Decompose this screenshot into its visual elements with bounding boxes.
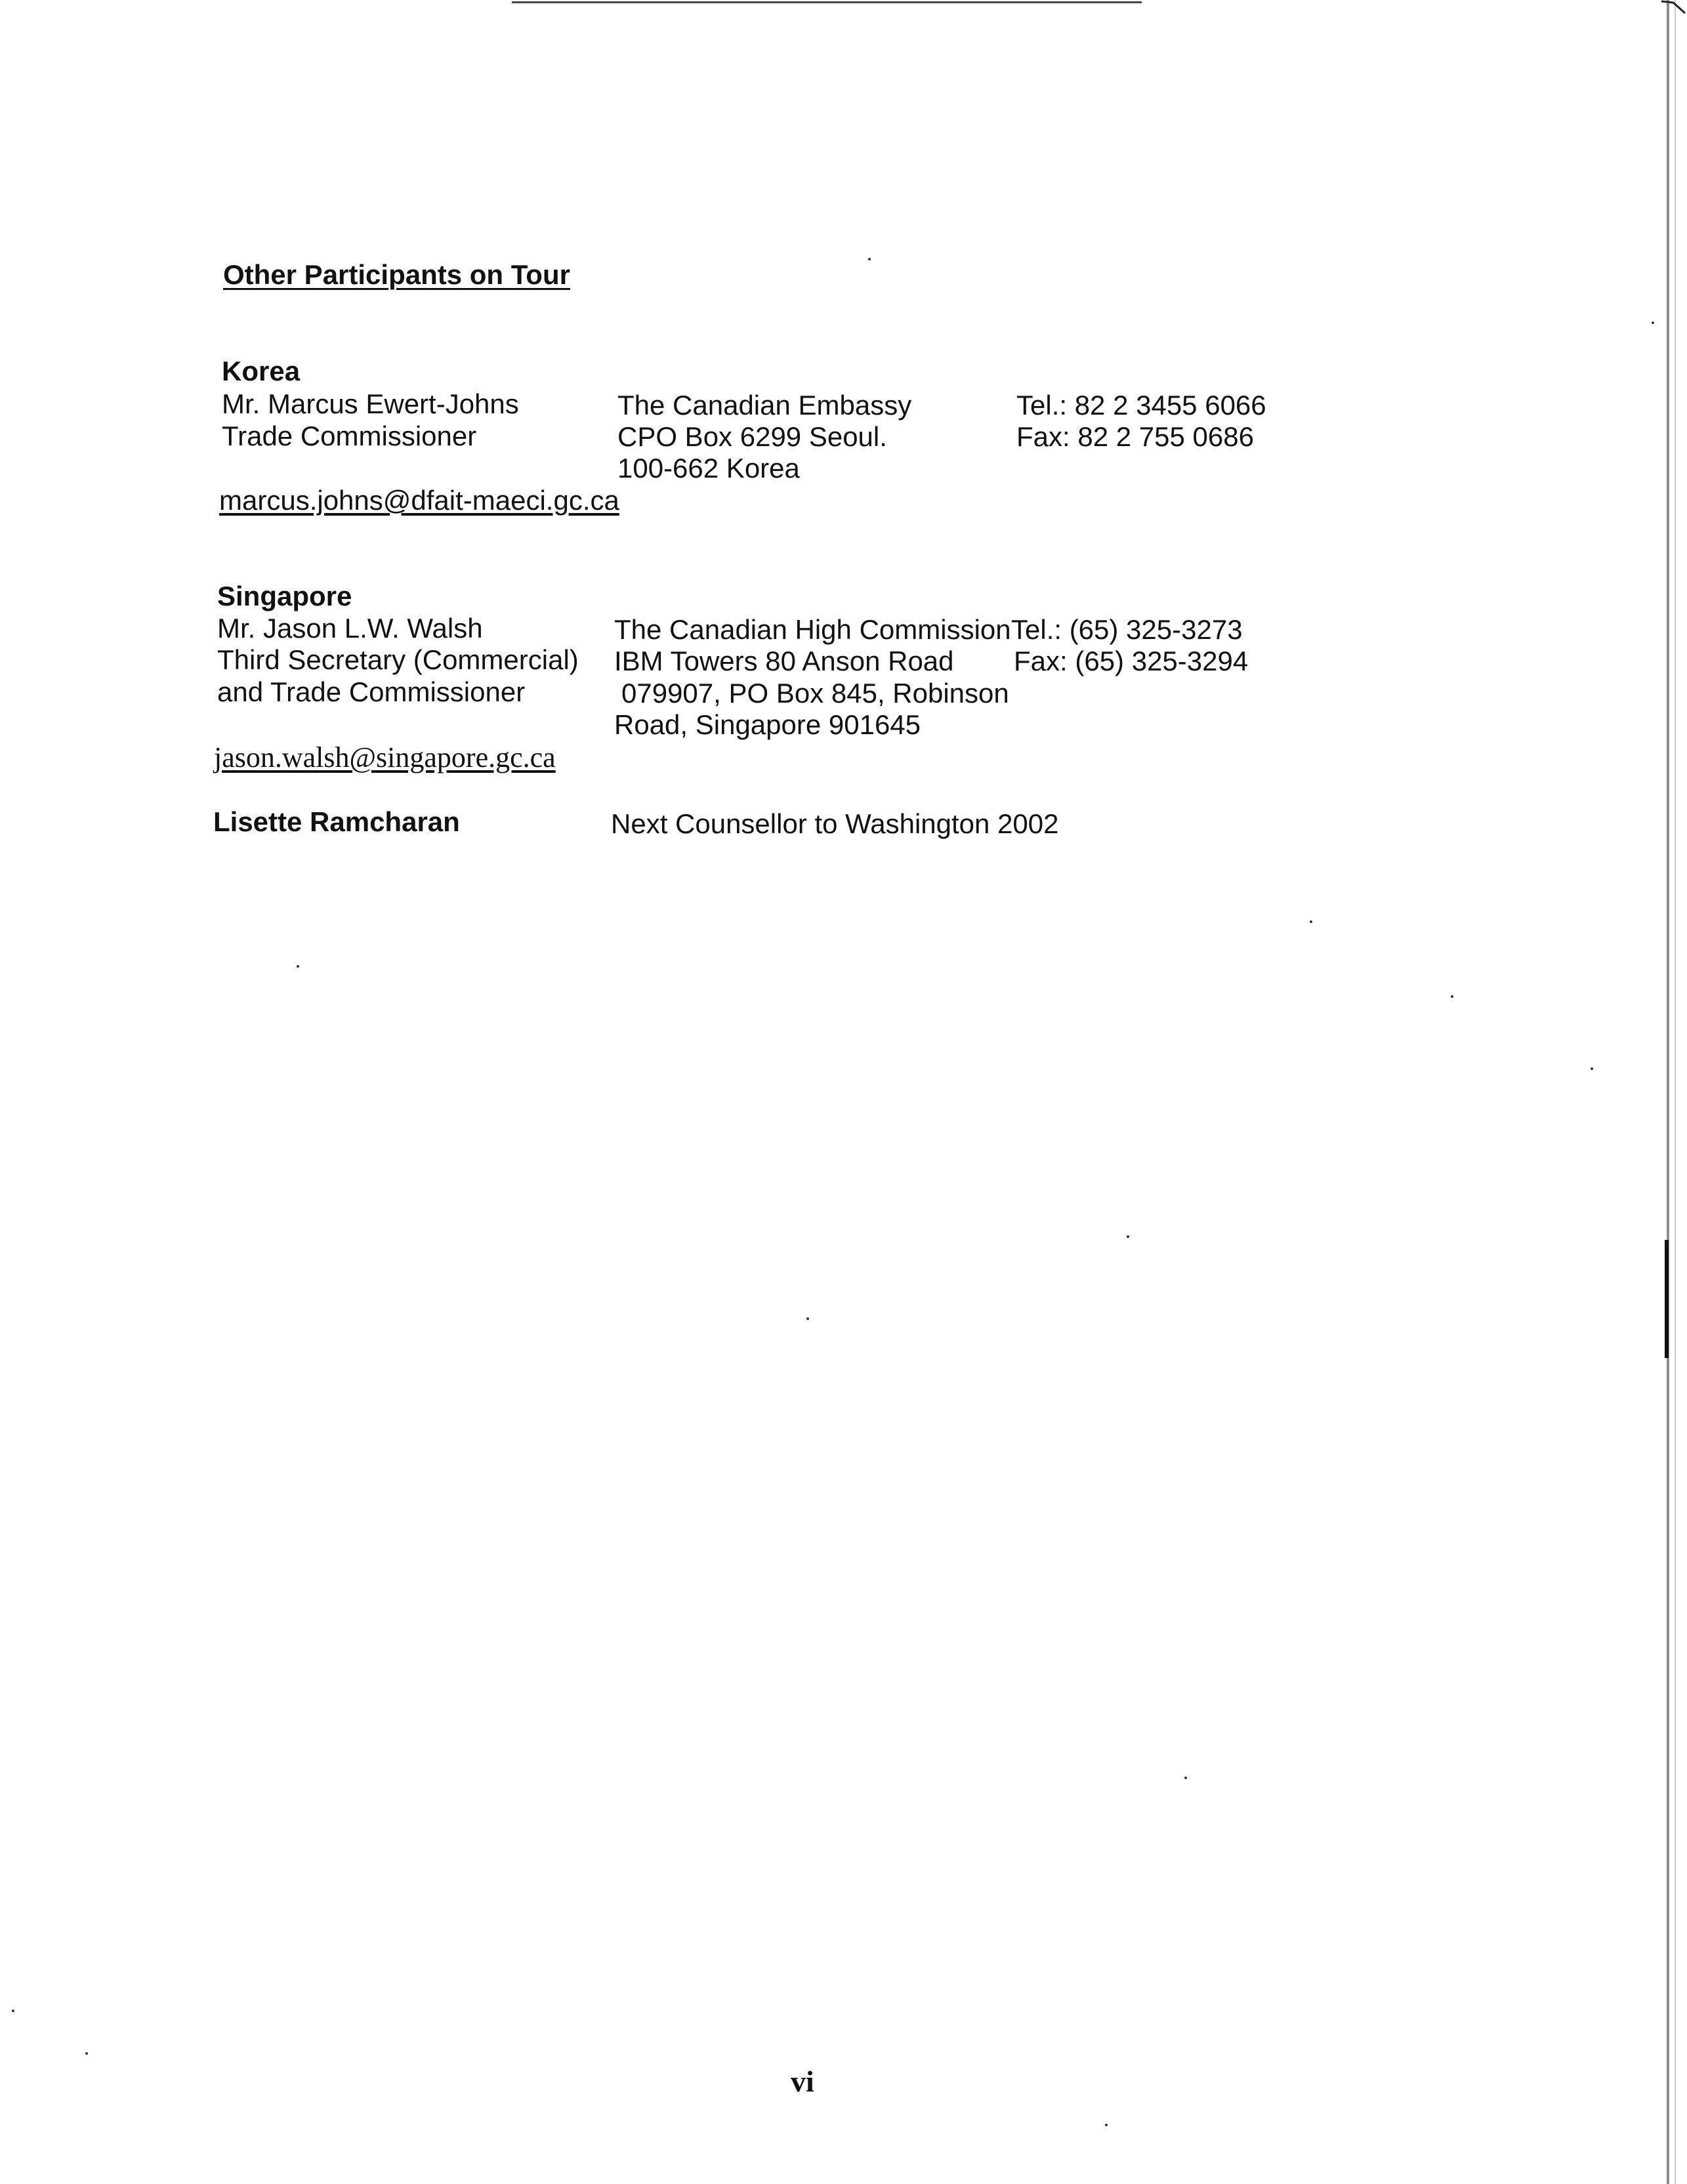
section-heading: Other Participants on Tour	[223, 259, 570, 290]
korea-address-line: CPO Box 6299 Seoul.	[617, 421, 887, 452]
scan-speck	[297, 965, 299, 968]
korea-contact-name: Mr. Marcus Ewert-Johns	[222, 388, 519, 419]
scan-right-edge	[1667, 0, 1669, 2184]
korea-address-line: The Canadian Embassy	[617, 390, 912, 421]
participant-note: Next Counsellor to Washington 2002	[611, 808, 1059, 839]
korea-address-line: 100-662 Korea	[617, 453, 800, 484]
singapore-address-line: The Canadian High Commission	[614, 614, 1011, 645]
singapore-address-line: IBM Towers 80 Anson Road	[614, 646, 954, 676]
scan-top-line	[512, 1, 1142, 3]
scan-speck	[85, 2052, 88, 2055]
singapore-email-link[interactable]: jason.walsh@singapore.gc.ca	[214, 741, 556, 773]
scan-right-edge-secondary	[1675, 0, 1676, 2184]
participant-name: Lisette Ramcharan	[213, 806, 460, 837]
singapore-address-line: Road, Singapore 901645	[614, 709, 921, 740]
scan-speck	[806, 1317, 809, 1320]
korea-email-link[interactable]: marcus.johns@dfait-maeci.gc.ca	[219, 485, 619, 516]
scan-speck	[1184, 1777, 1187, 1779]
scan-speck	[1310, 920, 1312, 923]
scan-speck	[1451, 995, 1453, 998]
scan-speck	[1652, 321, 1654, 324]
country-singapore: Singapore	[217, 581, 352, 611]
korea-contact-title: Trade Commissioner	[222, 421, 477, 451]
korea-fax: Fax: 82 2 755 0686	[1016, 421, 1254, 452]
scan-right-edge-mark	[1665, 1240, 1669, 1358]
scan-speck	[12, 2009, 14, 2012]
korea-tel: Tel.: 82 2 3455 6066	[1016, 390, 1266, 421]
scan-speck	[1127, 1235, 1129, 1238]
scan-speck	[1105, 2124, 1108, 2126]
singapore-tel: Tel.: (65) 325-3273	[1011, 614, 1243, 645]
scan-corner-mark	[1660, 0, 1687, 14]
scan-speck	[1591, 1067, 1593, 1070]
singapore-fax: Fax: (65) 325-3294	[1014, 646, 1249, 676]
country-korea: Korea	[222, 356, 301, 386]
singapore-contact-title: and Trade Commissioner	[217, 676, 526, 707]
page-number: vi	[791, 2065, 814, 2098]
singapore-contact-name: Mr. Jason L.W. Walsh	[217, 613, 483, 644]
singapore-contact-title: Third Secretary (Commercial)	[217, 644, 579, 675]
singapore-address-line: 079907, PO Box 845, Robinson	[621, 678, 1009, 709]
scan-speck	[868, 258, 871, 260]
